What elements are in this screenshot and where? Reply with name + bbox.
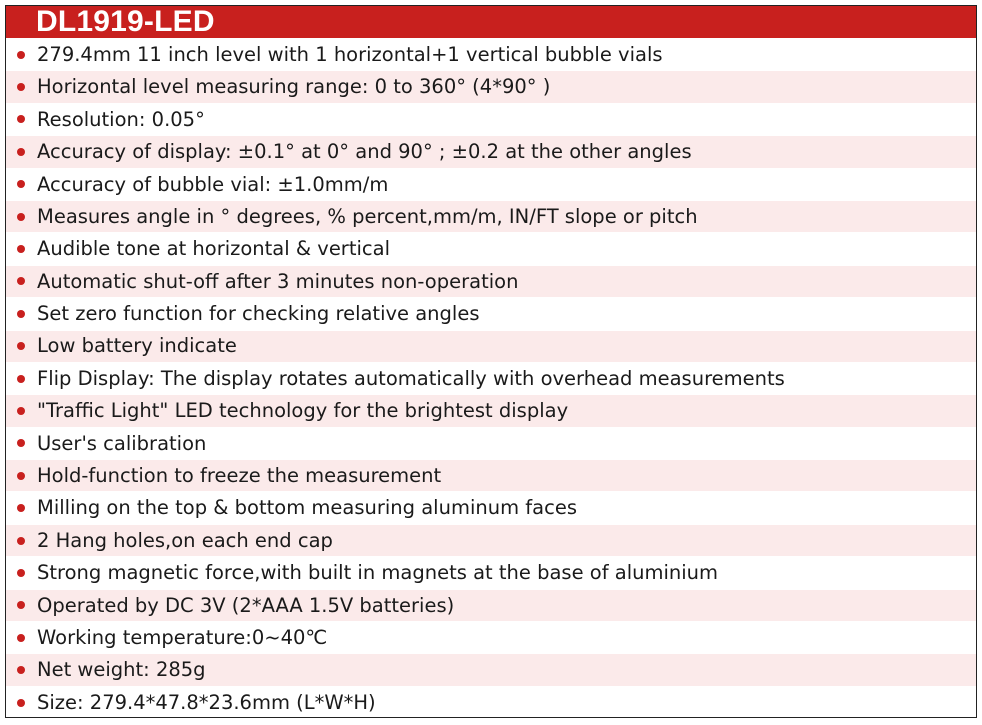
feature-text: Net weight: 285g — [37, 658, 206, 682]
bullet-dot-icon — [17, 148, 25, 156]
feature-text: Resolution: 0.05° — [37, 107, 205, 131]
bullet-dot-icon — [17, 537, 25, 545]
bullet-dot-icon — [17, 375, 25, 383]
bullet-dot-icon — [17, 245, 25, 253]
bullet-dot-icon — [17, 601, 25, 609]
list-item — [6, 103, 976, 135]
bullet-dot-icon — [17, 180, 25, 188]
bullet-dot-icon — [17, 115, 25, 123]
list-item — [6, 394, 976, 426]
feature-text: Accuracy of display: ±0.1° at 0° and 90° ; ±0.2 at the other angles — [37, 140, 692, 164]
spec-sheet — [5, 5, 977, 718]
bullet-dot-icon — [17, 472, 25, 480]
bullet-dot-icon — [17, 310, 25, 318]
feature-text: "Traffic Light" LED technology for the brightest display — [37, 399, 569, 423]
feature-list — [6, 38, 976, 718]
list-item — [6, 491, 976, 523]
list-item — [6, 556, 976, 588]
list-item — [6, 200, 976, 232]
list-item — [6, 686, 976, 718]
bullet-dot-icon — [17, 439, 25, 447]
feature-text: Low battery indicate — [37, 334, 237, 358]
bullet-dot-icon — [17, 407, 25, 415]
list-item — [6, 168, 976, 200]
bullet-dot-icon — [17, 83, 25, 91]
list-item — [6, 621, 976, 653]
feature-text: Hold-function to freeze the measurement — [37, 464, 442, 488]
feature-text: Horizontal level measuring range: 0 to 360° (4*90° ) — [37, 75, 551, 99]
list-item — [6, 330, 976, 362]
list-item — [6, 70, 976, 102]
list-item — [6, 524, 976, 556]
list-item — [6, 653, 976, 685]
feature-text: Automatic shut-off after 3 minutes non-operation — [37, 269, 519, 293]
feature-text: Strong magnetic force,with built in magnets at the base of aluminium — [37, 561, 719, 585]
product-title: DL1919-LED — [36, 5, 215, 38]
list-item — [6, 589, 976, 621]
feature-text: Accuracy of bubble vial: ±1.0mm/m — [37, 172, 389, 196]
bullet-dot-icon — [17, 51, 25, 59]
feature-text: Measures angle in ° degrees, % percent,mm/m, IN/FT slope or pitch — [37, 204, 698, 228]
bullet-dot-icon — [17, 504, 25, 512]
feature-text: 2 Hang holes,on each end cap — [37, 528, 333, 552]
feature-text: Set zero function for checking relative angles — [37, 302, 480, 326]
list-item — [6, 135, 976, 167]
feature-text: Milling on the top & bottom measuring aluminum faces — [37, 496, 577, 520]
list-item — [6, 38, 976, 70]
list-item — [6, 232, 976, 264]
feature-text: Size: 279.4*47.8*23.6mm (L*W*H) — [37, 690, 376, 714]
list-item — [6, 265, 976, 297]
bullet-dot-icon — [17, 634, 25, 642]
feature-text: Operated by DC 3V (2*AAA 1.5V batteries) — [37, 593, 455, 617]
header-bar — [6, 6, 976, 38]
list-item — [6, 427, 976, 459]
bullet-dot-icon — [17, 277, 25, 285]
feature-text: User's calibration — [37, 431, 207, 455]
bullet-dot-icon — [17, 699, 25, 707]
bullet-dot-icon — [17, 569, 25, 577]
feature-text: 279.4mm 11 inch level with 1 horizontal+1 vertical bubble vials — [37, 42, 663, 66]
feature-text: Audible tone at horizontal & vertical — [37, 237, 390, 261]
bullet-dot-icon — [17, 342, 25, 350]
list-item — [6, 297, 976, 329]
bullet-dot-icon — [17, 666, 25, 674]
feature-text: Flip Display: The display rotates automatically with overhead measurements — [37, 366, 785, 390]
bullet-dot-icon — [17, 213, 25, 221]
feature-text: Working temperature:0~40℃ — [37, 625, 328, 649]
list-item — [6, 459, 976, 491]
list-item — [6, 362, 976, 394]
